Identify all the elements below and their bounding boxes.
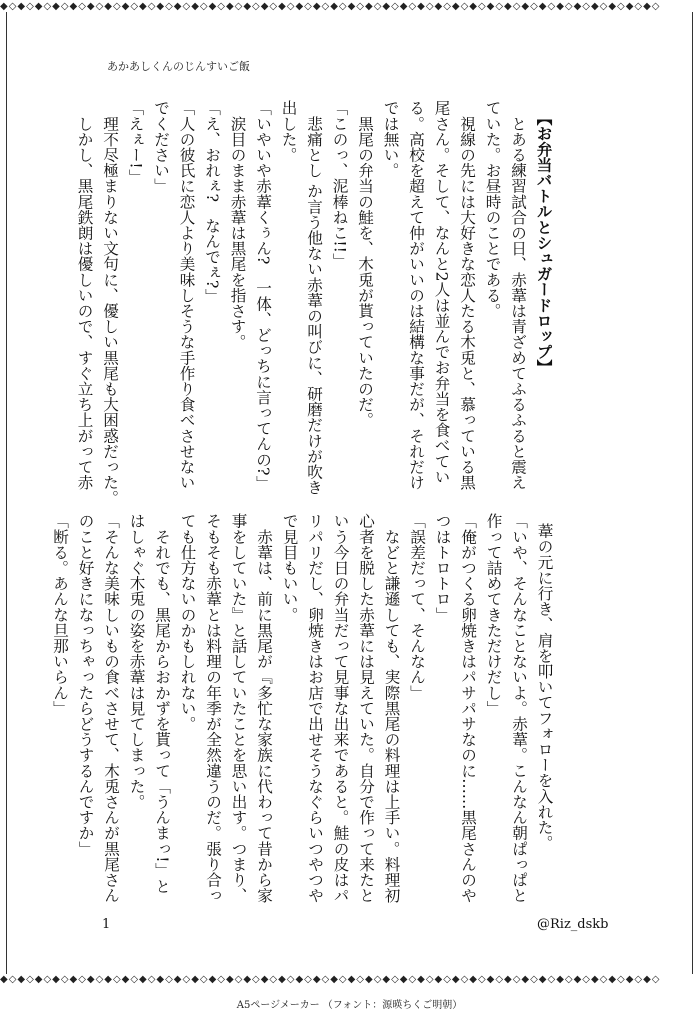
story-top-line: ていた。お昼時のことである。 xyxy=(483,100,502,319)
story-bottom-line: 心者を脱した赤葦には見えていた。自分で作って来たと xyxy=(357,513,375,903)
story-top-line: 「このっ、泥棒ねこ!!」 xyxy=(330,100,349,269)
story-top-line: しかし、黒尾鉄朗は優しいので、すぐ立ち上がって赤 xyxy=(75,100,94,490)
story-top-line: 「いやいや赤葦くぅん? 一体、どっちに言ってんの?」 xyxy=(254,100,272,492)
left-border-line xyxy=(6,12,7,974)
story-top-text xyxy=(76,100,528,506)
story-top-line: る。高校を超えて仲がいいのは結構な事だが、それだけ xyxy=(407,100,425,490)
story-bottom-line: ても仕方ないのかもしれない。 xyxy=(178,513,197,732)
bottom-diamond-border: ◆◇◆◇◆◇◆◇◆◇◆◇◆◇◆◇◆◇◆◇◆◇◆◇◆◇◆◇◆◇◆◇◆◇◆◇◆◇◆◇◆◇◆◇◆◇◆◇◆◇◆◇◆◇◆◇◆◇◆◇◆◇◆◇◆◇◆◇◆◇◆◇◆◇◆◇ xyxy=(0,974,661,985)
story-top-line: でください」 xyxy=(152,100,170,194)
story-bottom-line: で見目もいい。 xyxy=(280,513,299,623)
story-top-line: 「えぇー!」 xyxy=(126,100,145,185)
story-top-line: 「え、おれぇ? なんでぇ?」 xyxy=(203,100,221,304)
story-top-line: とある練習試合の日、赤葦は青ざめてふるふると震え xyxy=(509,100,527,490)
story-bottom-line: 事をしていた』と話していたことを思い出す。つまり、 xyxy=(229,513,248,903)
footer-caption: A5ページメーカー （フォント：源暎ちくご明朝） xyxy=(236,1000,463,1011)
story-top-section xyxy=(75,100,582,506)
story-top-line: では無い。 xyxy=(381,100,400,178)
story-top-line: 「人の彼氏に恋人より美味しそうな手作り食べさせない xyxy=(177,100,196,490)
story-bottom-text xyxy=(51,513,554,903)
author-credit: @Riz_dskb xyxy=(537,917,609,932)
story-title: 【お弁当バトルとシュガードロップ】 xyxy=(534,109,554,376)
story-bottom-line: などと謙遜しても、実際黒尾の料理は上手い。料理初 xyxy=(382,513,401,903)
story-bottom-line: いう今日の弁当だって見事な出来であると。鮭の皮はパ xyxy=(331,513,350,903)
story-bottom-line: 「そんな美味しいもの食べさせて、木兎さんが黒尾さん xyxy=(102,513,120,903)
story-top-line: 出した。 xyxy=(279,100,298,163)
running-header: あかあしくんのじんすいご飯 xyxy=(107,60,250,73)
story-bottom-line: リパリだし、卵焼きはお店で出せそうなぐらいつやつや xyxy=(306,513,324,903)
story-bottom-line: 「俺がつくる卵焼きはパサパサなのに……黒尾さんのや xyxy=(459,513,477,903)
story-bottom-line: 赤葦は、前に黒尾が『多忙な家族に代わって昔から家 xyxy=(255,513,273,903)
story-bottom-line: そもそも赤葦とは料理の年季が全然違うのだ。張り合っ xyxy=(204,513,222,903)
story-top-line: 悲痛とし か言う他ない赤葦の叫びに、研磨だけが吹き xyxy=(305,100,323,495)
story-top-line: 黒尾の弁当の鮭を、木兎が貰っていたのだ。 xyxy=(356,100,374,428)
page-number: 1 xyxy=(102,917,111,932)
story-bottom-line: 作って詰めてきただけだし」 xyxy=(484,513,503,716)
story-bottom-line: 「断る。あんな旦那いらん」 xyxy=(51,513,69,716)
right-border-line xyxy=(692,12,693,974)
story-bottom-line: はしゃぐ木兎の姿を赤葦は見てしまった。 xyxy=(127,513,146,810)
story-bottom-line: それでも、黒尾からおかずを貰って「うんまっ!」と xyxy=(153,513,171,894)
story-bottom-line: つはトロトロ」 xyxy=(433,513,452,623)
story-bottom-line: のこと好きになっちゃったらどうするんですか」 xyxy=(76,513,95,857)
top-diamond-border: ◆◇◆◇◆◇◆◇◆◇◆◇◆◇◆◇◆◇◆◇◆◇◆◇◆◇◆◇◆◇◆◇◆◇◆◇◆◇◆◇◆◇◆◇◆◇◆◇◆◇◆◇◆◇◆◇◆◇◆◇◆◇◆◇◆◇◆◇◆◇◆◇◆◇◆◇ xyxy=(0,1,661,12)
story-bottom-line: 「誤差だって、そんなん」 xyxy=(408,513,426,701)
story-bottom-line: 葦の元に行き、肩を叩いてフォローを入れた。 xyxy=(535,522,554,851)
story-bottom-section xyxy=(51,513,582,905)
story-bottom-line: 「いや、そんなことないよ。赤葦。こんなん朝ぱっぱと xyxy=(510,513,528,903)
story-top-line: 視線の先には大好きな恋人たる木兎と、慕っている黒 xyxy=(458,100,476,490)
story-top-line: 尾さん。そして、なんと2人は並んでお弁当を食べてい xyxy=(432,100,451,485)
story-top-line: 涙目のまま赤葦は黒尾を指さす。 xyxy=(228,100,247,350)
story-top-line: 理不尽極まりない文句に、優しい黒尾も大困惑だった。 xyxy=(101,100,119,506)
